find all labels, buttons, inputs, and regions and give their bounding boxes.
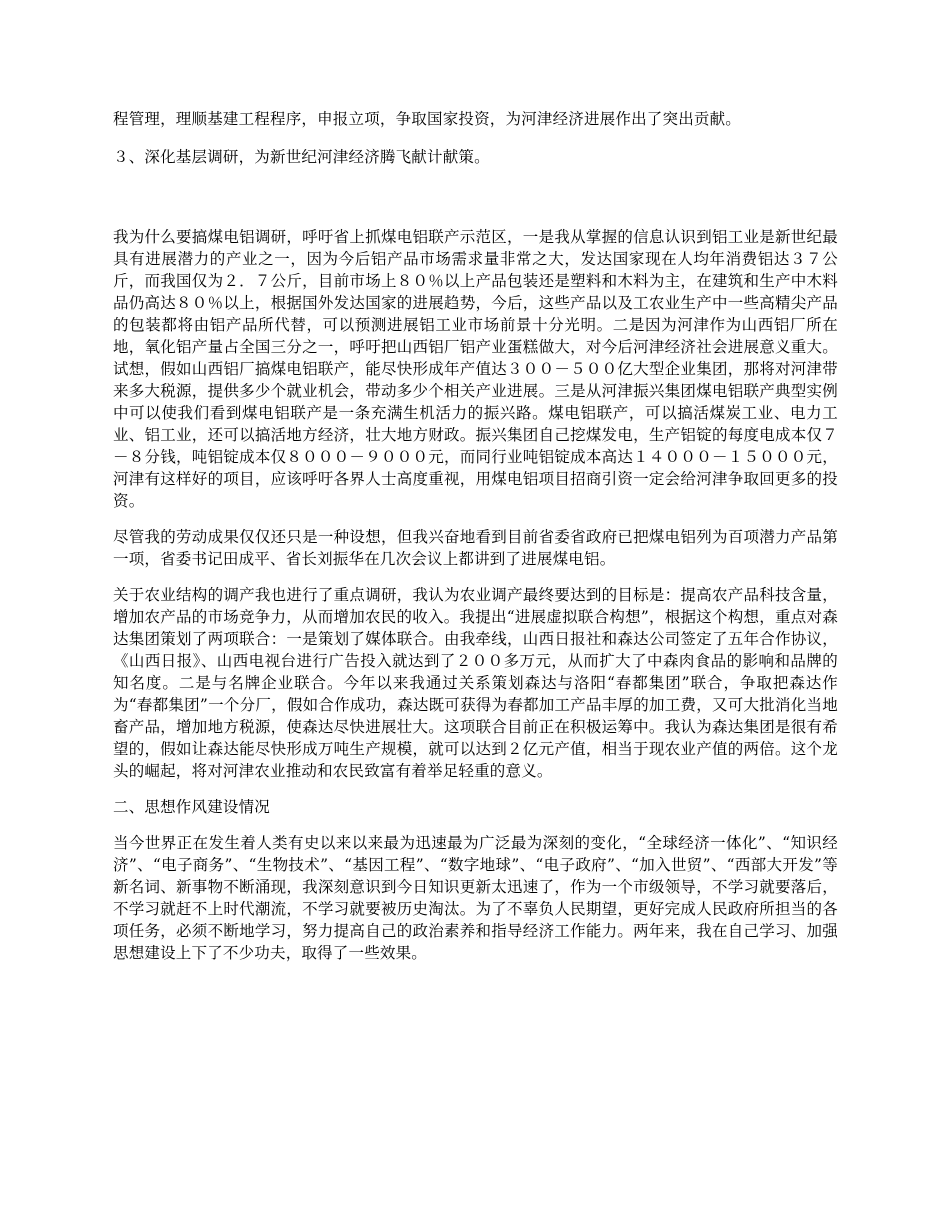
section-item-3-heading: ３、深化基层调研，为新世纪河津经济腾飞献计献策。: [113, 148, 490, 166]
paragraph-coal-electricity-aluminum: 我为什么要搞煤电铝调研，呼吁省上抓煤电铝联产示范区，一是我从掌握的信息认识到铝工业是新世纪最具有进展潜力的产业之一，因为今后铝产品市场需求量非常之大，发达国家现在人均年消费铝达３７公斤，而我国仅为２．７公斤，目前市场上８０％以上产品包装还是塑料和木料为主，在建筑和生产中木料品仍高达８０％以上，根据国外发达国家的进展趋势，今后，这些产品以及工农业生产中一些高精尖产品的包装都将由铝产品所代替，可以预测进展铝工业市场前景十分光明。二是因为河津作为山西铝厂所在地，氧化铝产量占全国三分之一，呼吁把山西铝厂铝产业蛋糕做大，对今后河津经济社会进展意义重大。试想，假如山西铝厂搞煤电铝联产，能尽快形成年产值达３００－５００亿大型企业集团，那将对河津带来多大税源，提供多少个就业机会，带动多少个相关产业进展。三是从河津振兴集团煤电铝联产典型实例中可以使我们看到煤电铝联产是一条充满生机活力的振兴路。煤电铝联产，可以搞活煤炭工业、电力工业、铝工业，还可以搞活地方经济，壮大地方财政。振兴集团自己挖煤发电，生产铝锭的每度电成本仅７－８分钱，吨铝锭成本仅８０００－９０００元，而同行业吨铝锭成本高达１４０００－１５０００元，河津有这样好的项目，应该呼吁各界人士高度重视，用煤电铝项目招商引资一定会给河津争取回更多的投资。: [113, 228, 838, 510]
paragraph-world-changes: 当今世界正在发生着人类有史以来以来最为迅速最为广泛最为深刻的变化，“全球经济一体化”、“知识经济”、“电子商务”、“生物技术”、“基因工程”、“数字地球”、“电子政府”、“加入世贸”、“西部大开发”等新名词、新事物不断涌现，我深刻意识到今日知识更新太迅速了，作为一个市级领导，不学习就要落后，不学习就赶不上时代潮流，不学习就要被历史淘汰。为了不辜负人民期望，更好完成人民政府所担当的各项任务，必须不断地学习，努力提高自己的政治素养和指导经济工作能力。两年来，我在自己学习、加强思想建设上下了不少功夫，取得了一些效果。: [113, 834, 838, 962]
section-heading-ideology: 二、思想作风建设情况: [113, 798, 271, 816]
paragraph-agriculture-restructuring: 关于农业结构的调产我也进行了重点调研，我认为农业调产最终要达到的目标是：提高农产品科技含量，增加农产品的市场竞争力，从而增加农民的收入。我提出“进展虚拟联合构想”，根据这个构想，重点对森达集团策划了两项联合：一是策划了媒体联合。由我牵线，山西日报社和森达公司签定了五年合作协议，《山西日报》、山西电视台进行广告投入就达到了２００多万元，从而扩大了中森肉食品的影响和品牌的知名度。二是与名牌企业联合。今年以来我通过关系策划森达与洛阳“春都集团”联合，争取把森达作为“春都集团”一个分厂，假如合作成功，森达既可获得为春都加工产品丰厚的加工费，又可大批消化当地畜产品，增加地方税源，使森达尽快进展壮大。这项联合目前正在积极运筹中。我认为森达集团是很有希望的，假如让森达能尽快形成万吨生产规模，就可以达到２亿元产值，相当于现农业产值的两倍。这个龙头的崛起，将对河津农业推动和农民致富有着举足轻重的意义。: [113, 586, 838, 780]
paragraph-continuation: 程管理，理顺基建工程程序，申报立项，争取国家投资，为河津经济进展作出了突出贡献。: [113, 110, 742, 128]
paragraph-labor-results: 尽管我的劳动成果仅仅还只是一种设想，但我兴奋地看到目前省委省政府已把煤电铝列为百项潜力产品第一项，省委书记田成平、省长刘振华在几次会议上都讲到了进展煤电铝。: [113, 528, 838, 568]
document-page: [113, 108, 838, 978]
